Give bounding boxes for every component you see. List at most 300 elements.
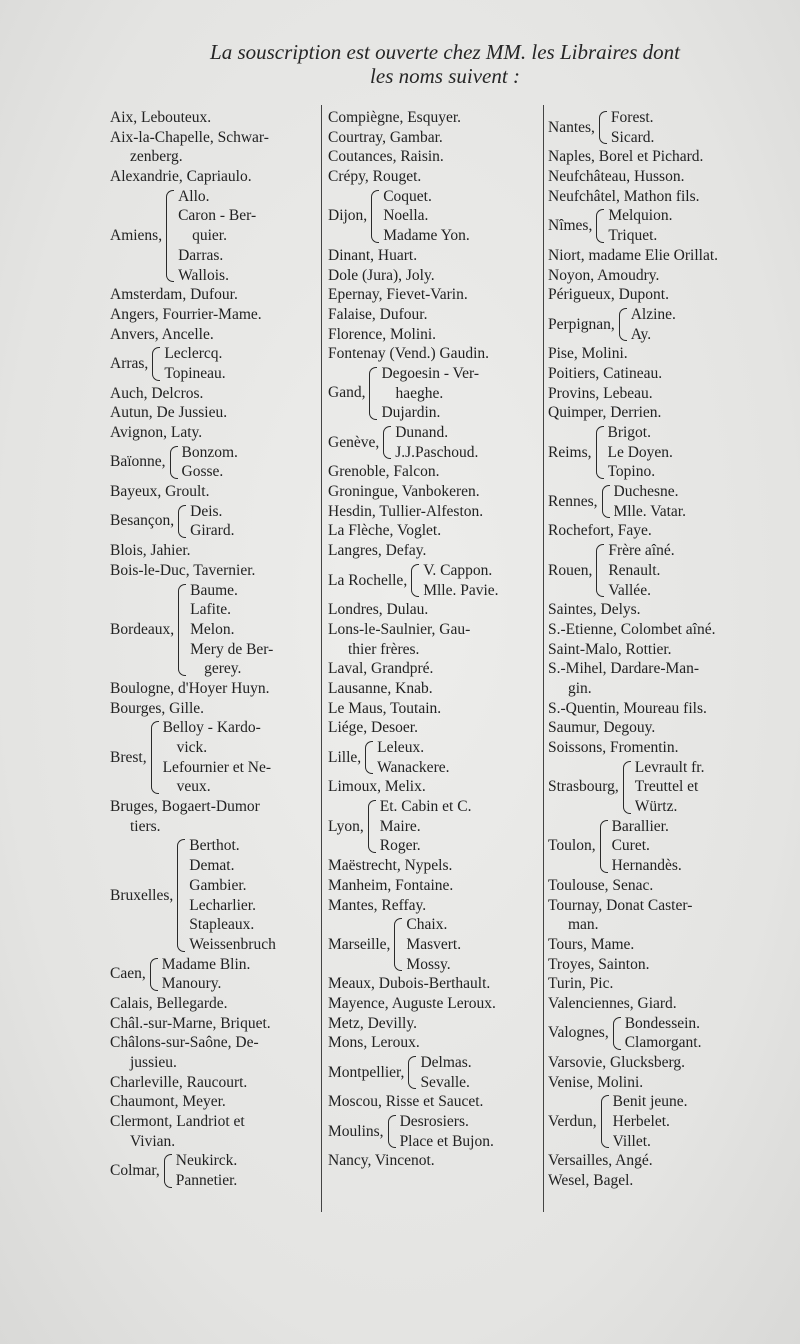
bookseller-entry-line: Clermont, Landriot et [110, 1113, 245, 1131]
bookseller-name: Melon. [190, 620, 235, 638]
bookseller-entry-line: Venise, Molini. [548, 1073, 644, 1091]
bookseller-names [635, 758, 766, 817]
bookseller-entry-line: Bruges, Bogaert-Dumor [110, 798, 260, 816]
city-name: Nîmes, [548, 217, 593, 235]
bookseller-name: Delmas. [420, 1054, 472, 1071]
bookseller-names [381, 364, 544, 423]
bookseller-name: Deis. [190, 502, 223, 520]
bookseller-entry-line: Epernay, Fievet-Varin. [328, 286, 468, 304]
brace-icon [152, 347, 160, 380]
city-name: Baïonne, [110, 453, 166, 471]
bookseller-name: Mossy. [406, 955, 451, 973]
bookseller-group [548, 1014, 766, 1053]
bookseller-name: Neukirck. [175, 1152, 238, 1170]
bookseller-names [611, 108, 766, 147]
bookseller-group [110, 344, 322, 383]
brace-icon [164, 1154, 172, 1187]
bookseller-names [400, 1112, 544, 1151]
bookseller-entry-line: Anvers, Ancelle. [110, 325, 214, 343]
bookseller-entry [110, 384, 322, 404]
city-name: Montpellier, [328, 1063, 405, 1081]
booksellers-column-3 [548, 108, 766, 1191]
bookseller-name: Place et Bujon. [399, 1132, 494, 1150]
bookseller-name: Dujardin. [381, 404, 441, 422]
bookseller-names [164, 344, 322, 383]
bookseller-entry-line: Coutances, Raisin. [328, 148, 444, 166]
bookseller-entry-line: jussieu. [130, 1054, 177, 1071]
bookseller-entry [548, 974, 766, 994]
bookseller-name: Brigot. [607, 424, 651, 441]
brace-icon [623, 761, 631, 814]
city-name: La Rochelle, [328, 571, 408, 589]
city-name: Valognes, [548, 1024, 609, 1042]
bookseller-name: Clamorgant. [624, 1034, 702, 1052]
bookseller-entry [548, 699, 766, 719]
city-name: Dijon, [328, 207, 368, 225]
bookseller-entry [328, 659, 544, 679]
bookseller-group [328, 738, 544, 777]
bookseller-entry [110, 679, 322, 699]
bookseller-entry-line: Calais, Bellegarde. [110, 994, 228, 1012]
bookseller-entry [548, 1073, 766, 1093]
bookseller-entry [548, 718, 766, 738]
bookseller-entry [110, 1092, 322, 1112]
brace-icon [408, 1056, 416, 1089]
city-name: Colmar, [110, 1162, 160, 1180]
bookseller-name: Leleux. [377, 739, 425, 756]
bookseller-entry [110, 1073, 322, 1093]
bookseller-entry-line: Lausanne, Knab. [328, 679, 433, 697]
bookseller-entry-line: Châl.-sur-Marne, Briquet. [110, 1014, 271, 1032]
bookseller-name: Le Doyen. [607, 443, 673, 461]
bookseller-group [110, 955, 322, 994]
bookseller-entry [328, 285, 544, 305]
bookseller-entry-line: Auch, Delcros. [110, 384, 204, 402]
bookseller-entry [328, 718, 544, 738]
city-name: Perpignan, [548, 315, 615, 333]
bookseller-names [608, 541, 766, 600]
bookseller-entry-line: Falaise, Dufour. [328, 305, 428, 323]
bookseller-name: Mlle. Vatar. [613, 502, 686, 520]
bookseller-entry [548, 620, 766, 640]
booksellers-column-1 [110, 108, 322, 1191]
bookseller-entry [548, 187, 766, 207]
bookseller-entry-line: Quimper, Derrien. [548, 404, 662, 422]
bookseller-names [383, 187, 544, 246]
bookseller-name: Sevalle. [420, 1073, 470, 1091]
bookseller-entry-line: Toulouse, Senac. [548, 876, 654, 894]
bookseller-entry [328, 699, 544, 719]
bookseller-entry-line: La Flèche, Voglet. [328, 522, 442, 540]
bookseller-names [178, 187, 322, 285]
bookseller-name: Maire. [379, 817, 421, 835]
brace-icon [596, 426, 604, 479]
bookseller-name: veux. [176, 778, 211, 796]
bookseller-entry [548, 955, 766, 975]
bookseller-entry-line: Manheim, Fontaine. [328, 876, 454, 894]
bookseller-entry-line: gin. [568, 679, 592, 697]
bookseller-names [406, 915, 544, 974]
city-name: Bordeaux, [110, 620, 175, 638]
bookseller-names [377, 738, 544, 777]
bookseller-entry [328, 128, 544, 148]
bookseller-entry [328, 896, 544, 916]
bookseller-entry-line: Blois, Jahier. [110, 542, 191, 560]
city-name: Bruxelles, [110, 886, 174, 904]
bookseller-name: Ay. [630, 325, 652, 343]
bookseller-entry [328, 521, 544, 541]
bookseller-entry [548, 147, 766, 167]
bookseller-name: Gambier. [189, 876, 247, 894]
bookseller-entry-line: Autun, De Jussieu. [110, 404, 228, 422]
bookseller-entry [548, 403, 766, 423]
subscription-heading [100, 40, 790, 88]
bookseller-entry [110, 541, 322, 561]
bookseller-names [380, 797, 544, 856]
bookseller-entry [548, 1171, 766, 1191]
city-name: Marseille, [328, 935, 391, 953]
bookseller-entry [328, 344, 544, 364]
brace-icon [178, 584, 186, 676]
brace-icon [596, 544, 604, 597]
bookseller-entry [328, 246, 544, 266]
bookseller-entry-line: Crépy, Rouget. [328, 168, 422, 186]
bookseller-entry-line: Mantes, Reffay. [328, 896, 427, 914]
brace-icon [369, 367, 377, 420]
heading-line-2: les noms suivent : [370, 64, 520, 88]
brace-icon [371, 190, 379, 243]
bookseller-group [328, 423, 544, 462]
bookseller-group [328, 1053, 544, 1092]
bookseller-entry-line: Turin, Pic. [548, 975, 614, 993]
bookseller-names [190, 581, 322, 679]
bookseller-name: Topineau. [164, 364, 226, 382]
bookseller-entry-line: Rochefort, Faye. [548, 522, 652, 540]
bookseller-name: Melquion. [608, 207, 673, 225]
bookseller-entry [110, 167, 322, 187]
bookseller-name: Curet. [611, 837, 650, 855]
bookseller-entry [328, 325, 544, 345]
bookseller-entry-line: Hesdin, Tullier-Alfeston. [328, 502, 484, 520]
booksellers-column-2 [328, 108, 544, 1171]
bookseller-name: Renault. [608, 561, 661, 579]
bookseller-group [548, 482, 766, 521]
city-name: Lyon, [328, 817, 364, 835]
bookseller-names [189, 836, 322, 954]
bookseller-entry [548, 285, 766, 305]
bookseller-entry [110, 423, 322, 443]
bookseller-entry [548, 167, 766, 187]
bookseller-entry [548, 266, 766, 286]
bookseller-name: Manoury. [161, 975, 222, 993]
bookseller-name: Lefournier et Ne- [162, 758, 272, 776]
brace-icon [600, 820, 608, 873]
bookseller-name: Barallier. [611, 817, 669, 835]
brace-icon [177, 839, 185, 951]
bookseller-entry [328, 1033, 544, 1053]
bookseller-entry-line: man. [568, 916, 599, 934]
brace-icon [166, 190, 174, 282]
bookseller-entry [328, 482, 544, 502]
bookseller-entry-line: Bayeux, Groult. [110, 483, 210, 501]
bookseller-entry [110, 561, 322, 581]
bookseller-names [190, 502, 322, 541]
bookseller-name: Leclercq. [164, 345, 223, 363]
bookseller-name: Et. Cabin et C. [379, 798, 472, 816]
bookseller-name: Alzine. [630, 305, 676, 323]
bookseller-entry-line: Noyon, Amoudry. [548, 266, 660, 284]
bookseller-entry-line: tiers. [130, 817, 161, 835]
bookseller-name: Bondessein. [624, 1014, 701, 1032]
bookseller-name: Belloy - Kardo- [162, 719, 261, 737]
bookseller-entry-line: Provins, Lebeau. [548, 384, 653, 402]
city-name: Gand, [328, 384, 366, 402]
bookseller-group [328, 561, 544, 600]
brace-icon [596, 209, 604, 242]
bookseller-entry-line: Versailles, Angé. [548, 1152, 653, 1170]
bookseller-group [110, 718, 322, 797]
bookseller-name: Herbelet. [612, 1113, 670, 1131]
bookseller-names [163, 718, 322, 797]
bookseller-group [548, 541, 766, 600]
bookseller-name: vick. [176, 739, 208, 756]
bookseller-entry [548, 521, 766, 541]
bookseller-name: Caron - Ber- [178, 207, 257, 225]
bookseller-entry-line: Florence, Molini. [328, 325, 437, 343]
brace-icon [178, 505, 186, 538]
bookseller-entry-line: Londres, Dulau. [328, 601, 429, 619]
bookseller-entry-line: Poitiers, Catineau. [548, 364, 663, 382]
bookseller-entry-line: Le Maus, Toutain. [328, 699, 442, 717]
bookseller-group [548, 1092, 766, 1151]
bookseller-names [631, 305, 766, 344]
bookseller-group [328, 797, 544, 856]
bookseller-entry-line: Metz, Devilly. [328, 1014, 417, 1032]
bookseller-entry-line: Charleville, Raucourt. [110, 1073, 248, 1091]
bookseller-entry [328, 777, 544, 797]
bookseller-entry-line: Groningue, Vanbokeren. [328, 483, 480, 501]
bookseller-name: Mlle. Pavie. [423, 581, 499, 599]
brace-icon [411, 564, 419, 597]
bookseller-name: gerey. [204, 660, 242, 678]
city-name: Lille, [328, 748, 362, 766]
bookseller-entry-line: Courtray, Gambar. [328, 128, 443, 146]
bookseller-entry-line: Chaumont, Meyer. [110, 1093, 226, 1111]
bookseller-entry [548, 344, 766, 364]
bookseller-entry [110, 403, 322, 423]
bookseller-name: Bonzom. [181, 443, 238, 461]
bookseller-name: Girard. [190, 522, 235, 540]
bookseller-entry [110, 797, 322, 836]
bookseller-name: Wallois. [178, 266, 229, 284]
bookseller-entry-line: Saumur, Degouy. [548, 719, 656, 737]
bookseller-name: Duchesne. [613, 483, 679, 501]
bookseller-name: Villet. [612, 1132, 651, 1150]
bookseller-group [548, 206, 766, 245]
bookseller-names [182, 443, 322, 482]
bookseller-entry-line: Liége, Desoer. [328, 719, 418, 737]
bookseller-entry-line: Bois-le-Duc, Tavernier. [110, 561, 256, 579]
bookseller-group [110, 187, 322, 285]
bookseller-entry-line: Vivian. [130, 1132, 176, 1150]
brace-icon [599, 111, 607, 144]
bookseller-entry-line: Saint-Malo, Rottier. [548, 640, 672, 658]
bookseller-name: Coquet. [383, 187, 432, 205]
city-name: Verdun, [548, 1112, 597, 1130]
bookseller-entry-line: Niort, madame Elie Orillat. [548, 246, 719, 264]
bookseller-entry-line: Amsterdam, Dufour. [110, 286, 238, 304]
bookseller-name: Noella. [383, 207, 429, 225]
brace-icon [170, 446, 178, 479]
bookseller-group [110, 502, 322, 541]
bookseller-name: Gosse. [181, 463, 224, 481]
bookseller-entry-line: Saintes, Delys. [548, 601, 641, 619]
bookseller-entry-line: Aix, Lebouteux. [110, 109, 212, 126]
bookseller-entry [328, 147, 544, 167]
bookseller-name: Sicard. [610, 128, 655, 146]
bookseller-group [328, 915, 544, 974]
bookseller-entry-line: Aix-la-Chapelle, Schwar- [110, 128, 269, 146]
bookseller-entry [328, 541, 544, 561]
bookseller-entry-line: Périgueux, Dupont. [548, 286, 669, 304]
bookseller-names [423, 561, 544, 600]
bookseller-entry [548, 640, 766, 660]
brace-icon [383, 426, 391, 459]
bookseller-names [420, 1053, 544, 1092]
city-name: Arras, [110, 354, 149, 372]
bookseller-name: Masvert. [406, 935, 462, 953]
bookseller-entry [328, 974, 544, 994]
bookseller-entry [328, 1092, 544, 1112]
bookseller-name: Weissenbruch [189, 935, 276, 953]
city-name: Nantes, [548, 118, 595, 136]
bookseller-names [625, 1014, 766, 1053]
bookseller-group [548, 758, 766, 817]
bookseller-entry [548, 935, 766, 955]
bookseller-entry [328, 856, 544, 876]
bookseller-entry-line: zenberg. [130, 148, 183, 166]
bookseller-name: Lecharlier. [189, 896, 256, 914]
bookseller-entry-line: Langres, Defay. [328, 542, 427, 560]
bookseller-name: Wanackere. [377, 758, 450, 776]
bookseller-entry-line: Dinant, Huart. [328, 246, 418, 264]
brace-icon [388, 1115, 396, 1148]
bookseller-entry-line: Mayence, Auguste Leroux. [328, 994, 496, 1012]
bookseller-entry-line: Nancy, Vincenot. [328, 1152, 435, 1170]
bookseller-entry [110, 1014, 322, 1034]
bookseller-name: J.J.Paschoud. [395, 443, 479, 461]
bookseller-entry [328, 462, 544, 482]
bookseller-entry-line: Troyes, Sainton. [548, 955, 650, 973]
bookseller-name: Lafite. [190, 601, 232, 619]
bookseller-group [548, 423, 766, 482]
city-name: Brest, [110, 748, 147, 766]
bookseller-entry [328, 876, 544, 896]
bookseller-entry [328, 994, 544, 1014]
bookseller-name: Hernandès. [611, 857, 682, 875]
bookseller-entry-line: Bourges, Gille. [110, 699, 204, 717]
bookseller-entry-line: Naples, Borel et Pichard. [548, 148, 704, 166]
bookseller-name: Baume. [190, 581, 238, 599]
bookseller-entry-line: Valenciennes, Giard. [548, 994, 677, 1012]
city-name: Reims, [548, 443, 592, 461]
bookseller-entry-line: Alexandrie, Capriaulo. [110, 168, 252, 186]
bookseller-name: Treuttel et [634, 778, 699, 796]
brace-icon [394, 918, 402, 971]
bookseller-entry-line: S.-Quentin, Moureau fils. [548, 699, 707, 717]
brace-icon [601, 1095, 609, 1148]
bookseller-entry-line: Fontenay (Vend.) Gaudin. [328, 345, 489, 363]
bookseller-entry [548, 738, 766, 758]
bookseller-name: Allo. [178, 187, 210, 205]
bookseller-group [110, 1151, 322, 1190]
bookseller-entry [328, 305, 544, 325]
brace-icon [365, 741, 373, 774]
bookseller-name: Vallée. [608, 581, 651, 599]
bookseller-entry [110, 1112, 322, 1151]
bookseller-entry-line: Laval, Grandpré. [328, 660, 434, 678]
bookseller-entry-line: Wesel, Bagel. [548, 1172, 634, 1190]
bookseller-entry [548, 364, 766, 384]
bookseller-group [328, 1112, 544, 1151]
bookseller-name: Würtz. [634, 798, 678, 816]
bookseller-entry-line: Maëstrecht, Nypels. [328, 857, 453, 875]
bookseller-entry-line: Lons-le-Saulnier, Gau- [328, 620, 471, 638]
bookseller-entry [110, 1033, 322, 1072]
bookseller-group [110, 836, 322, 954]
bookseller-entry [548, 876, 766, 896]
bookseller-entry-line: Varsovie, Glucksberg. [548, 1054, 686, 1071]
bookseller-entry [328, 620, 544, 659]
bookseller-name: Berthot. [189, 837, 240, 855]
city-name: Rennes, [548, 492, 598, 510]
bookseller-entry-line: Tours, Mame. [548, 935, 635, 953]
bookseller-entry [548, 994, 766, 1014]
bookseller-names [608, 206, 766, 245]
bookseller-entry-line: Grenoble, Falcon. [328, 463, 440, 481]
city-name: Toulon, [548, 837, 596, 855]
bookseller-entry-line: Limoux, Melix. [328, 778, 426, 796]
bookseller-entry-line: Châlons-sur-Saône, De- [110, 1034, 259, 1052]
bookseller-entry [328, 679, 544, 699]
bookseller-entry [110, 108, 322, 128]
city-name: Amiens, [110, 226, 163, 244]
brace-icon [150, 958, 158, 991]
bookseller-entry-line: S.-Etienne, Colombet aîné. [548, 620, 716, 638]
bookseller-name: Frère aîné. [608, 542, 675, 560]
brace-icon [613, 1017, 621, 1050]
bookseller-name: V. Cappon. [423, 561, 493, 579]
bookseller-entry [110, 994, 322, 1014]
bookseller-entry [548, 246, 766, 266]
bookseller-entry [110, 325, 322, 345]
bookseller-group [548, 817, 766, 876]
bookseller-entry [110, 482, 322, 502]
bookseller-entry-line: Pise, Molini. [548, 345, 628, 363]
bookseller-name: Madame Blin. [161, 955, 251, 973]
bookseller-names [612, 817, 766, 876]
bookseller-entry-line: Soissons, Fromentin. [548, 739, 679, 756]
bookseller-name: Roger. [379, 837, 421, 855]
bookseller-entry-line: Compiègne, Esquyer. [328, 109, 462, 126]
bookseller-entry-line: S.-Mihel, Dardare-Man- [548, 660, 700, 678]
bookseller-entry-line: thier frères. [348, 640, 420, 658]
bookseller-name: Desrosiers. [399, 1113, 469, 1131]
bookseller-entry [328, 1151, 544, 1171]
bookseller-group [328, 364, 544, 423]
bookseller-group [548, 108, 766, 147]
bookseller-entry-line: Avignon, Laty. [110, 424, 203, 441]
